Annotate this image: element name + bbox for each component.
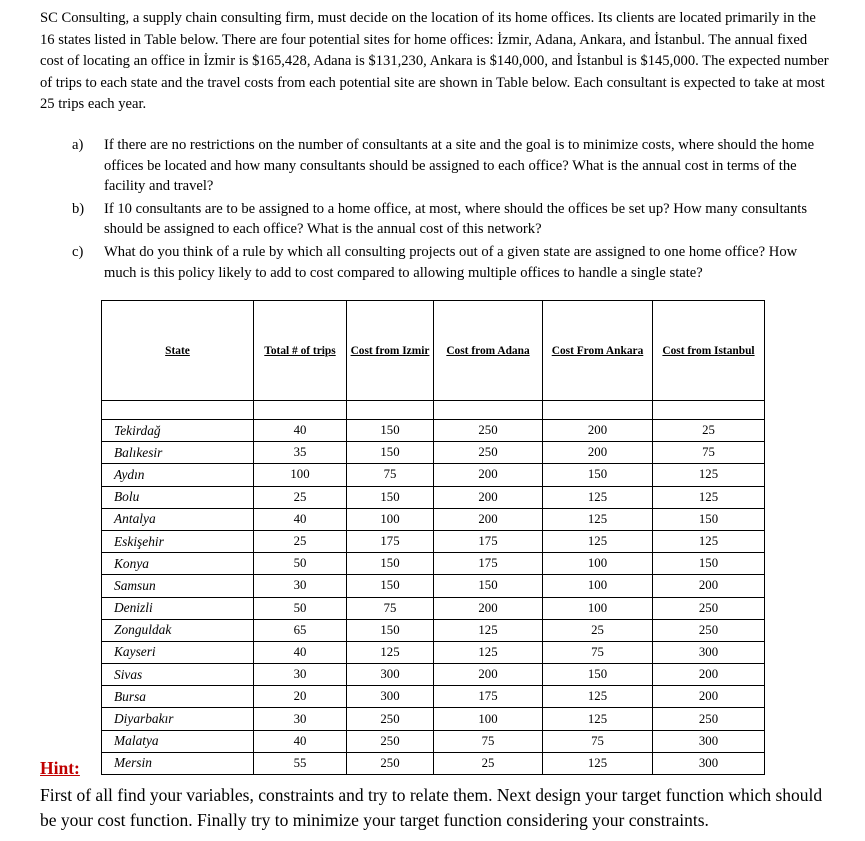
- hint-title: Hint:: [40, 758, 80, 778]
- problem-statement: SC Consulting, a supply chain consulting firm, must decide on the location of its home offices. Its clients are located primarily in the 16 states listed in Table below. There are four potential sites for home offices: İzmir, Adana, Ankara, and İstanbul. The annual fixed cost of locating an office in İzmir is $165,428, Adana is $131,230, Ankara is $140,000, and İstanbul is $145,000. The expected number of trips to each state and the travel costs from each potential site are shown in Table below. Each consultant is expected to take at most 25 trips each year.: [40, 10, 829, 113]
- izmir-cost-cell: 125: [347, 641, 434, 663]
- izmir-cost-cell: 150: [347, 575, 434, 597]
- izmir-cost-cell: 300: [347, 664, 434, 686]
- ankara-cost-cell: 150: [543, 464, 653, 486]
- adana-cost-cell: 25: [434, 752, 543, 774]
- adana-cost-cell: 175: [434, 686, 543, 708]
- table-row: [102, 420, 765, 442]
- question-c: [68, 242, 828, 283]
- adana-cost-cell: 250: [434, 442, 543, 464]
- state-cell: Denizli: [102, 597, 254, 619]
- izmir-cost-cell: 250: [347, 730, 434, 752]
- istanbul-cost-cell: 150: [653, 553, 765, 575]
- table-row: [102, 575, 765, 597]
- istanbul-cost-cell: 300: [653, 752, 765, 774]
- state-cell: Samsun: [102, 575, 254, 597]
- spacer-cell: [254, 401, 347, 420]
- istanbul-cost-cell: 125: [653, 464, 765, 486]
- table-row: [102, 619, 765, 641]
- question-list: [68, 135, 828, 285]
- table-row: [102, 464, 765, 486]
- table-row: [102, 530, 765, 552]
- spacer-row: [102, 401, 765, 420]
- izmir-cost-cell: 250: [347, 708, 434, 730]
- izmir-cost-cell: 150: [347, 486, 434, 508]
- istanbul-cost-cell: 300: [653, 730, 765, 752]
- table-row: [102, 641, 765, 663]
- trips-cell: 65: [254, 619, 347, 641]
- ankara-cost-cell: 75: [543, 730, 653, 752]
- ankara-cost-cell: 125: [543, 530, 653, 552]
- izmir-cost-cell: 250: [347, 752, 434, 774]
- spacer-cell: [543, 401, 653, 420]
- header-total-trips: Total # of trips: [254, 301, 347, 401]
- trips-cell: 30: [254, 664, 347, 686]
- state-cell: Mersin: [102, 752, 254, 774]
- state-cell: Konya: [102, 553, 254, 575]
- state-cell: Eskişehir: [102, 530, 254, 552]
- trips-cell: 25: [254, 530, 347, 552]
- trips-cost-table: [101, 300, 765, 775]
- adana-cost-cell: 200: [434, 597, 543, 619]
- spacer-cell: [653, 401, 765, 420]
- header-cost-adana: Cost from Adana: [434, 301, 543, 401]
- izmir-cost-cell: 150: [347, 442, 434, 464]
- table-row: [102, 508, 765, 530]
- istanbul-cost-cell: 125: [653, 530, 765, 552]
- state-cell: Malatya: [102, 730, 254, 752]
- adana-cost-cell: 250: [434, 420, 543, 442]
- ankara-cost-cell: 125: [543, 752, 653, 774]
- question-letter: b): [72, 200, 85, 217]
- header-cost-ankara: Cost From Ankara: [543, 301, 653, 401]
- ankara-cost-cell: 100: [543, 597, 653, 619]
- istanbul-cost-cell: 200: [653, 575, 765, 597]
- istanbul-cost-cell: 200: [653, 664, 765, 686]
- trips-cell: 40: [254, 508, 347, 530]
- izmir-cost-cell: 150: [347, 420, 434, 442]
- table-row: [102, 486, 765, 508]
- ankara-cost-cell: 200: [543, 442, 653, 464]
- ankara-cost-cell: 200: [543, 420, 653, 442]
- state-cell: Antalya: [102, 508, 254, 530]
- izmir-cost-cell: 75: [347, 464, 434, 486]
- header-cost-izmir: Cost from Izmir: [347, 301, 434, 401]
- question-letter: a): [72, 137, 84, 153]
- adana-cost-cell: 200: [434, 664, 543, 686]
- question-text: If there are no restrictions on the number of consultants at a site and the goal is to minimize costs, where should the home offices be located and how many consultants should be assigned to each office? What is the annual cost in terms of the facility and travel?: [104, 137, 815, 195]
- table-row: [102, 553, 765, 575]
- trips-cell: 35: [254, 442, 347, 464]
- table-row: [102, 686, 765, 708]
- question-text: What do you think of a rule by which all consulting projects out of a given state are assigned to one home office? How much is this policy likely to add to cost compared to allowing multiple offices to handle a single state?: [104, 243, 798, 281]
- istanbul-cost-cell: 200: [653, 686, 765, 708]
- adana-cost-cell: 150: [434, 575, 543, 597]
- trips-cell: 40: [254, 730, 347, 752]
- table-row: [102, 664, 765, 686]
- izmir-cost-cell: 150: [347, 553, 434, 575]
- adana-cost-cell: 200: [434, 464, 543, 486]
- trips-cell: 30: [254, 708, 347, 730]
- question-b: [68, 199, 828, 240]
- table-row: [102, 442, 765, 464]
- table-row: [102, 752, 765, 774]
- table-row: [102, 730, 765, 752]
- question-a: [68, 135, 828, 197]
- state-cell: Balıkesir: [102, 442, 254, 464]
- istanbul-cost-cell: 300: [653, 641, 765, 663]
- adana-cost-cell: 175: [434, 530, 543, 552]
- state-cell: Bursa: [102, 686, 254, 708]
- ankara-cost-cell: 100: [543, 575, 653, 597]
- adana-cost-cell: 75: [434, 730, 543, 752]
- trips-cell: 55: [254, 752, 347, 774]
- state-cell: Bolu: [102, 486, 254, 508]
- question-letter: c): [72, 243, 84, 260]
- state-cell: Diyarbakır: [102, 708, 254, 730]
- hint-text: First of all find your variables, constraints and try to relate them. Next design your target function which should be your cost function. Finally try to minimize your target function considering your constraints.: [40, 785, 823, 830]
- header-state: State: [102, 301, 254, 401]
- ankara-cost-cell: 125: [543, 708, 653, 730]
- adana-cost-cell: 175: [434, 553, 543, 575]
- table-row: [102, 597, 765, 619]
- izmir-cost-cell: 300: [347, 686, 434, 708]
- state-cell: Sivas: [102, 664, 254, 686]
- izmir-cost-cell: 75: [347, 597, 434, 619]
- istanbul-cost-cell: 250: [653, 597, 765, 619]
- trips-cell: 30: [254, 575, 347, 597]
- izmir-cost-cell: 175: [347, 530, 434, 552]
- ankara-cost-cell: 25: [543, 619, 653, 641]
- istanbul-cost-cell: 250: [653, 708, 765, 730]
- state-cell: Aydın: [102, 464, 254, 486]
- adana-cost-cell: 125: [434, 641, 543, 663]
- izmir-cost-cell: 100: [347, 508, 434, 530]
- istanbul-cost-cell: 250: [653, 619, 765, 641]
- ankara-cost-cell: 75: [543, 641, 653, 663]
- spacer-cell: [102, 401, 254, 420]
- istanbul-cost-cell: 25: [653, 420, 765, 442]
- izmir-cost-cell: 150: [347, 619, 434, 641]
- ankara-cost-cell: 125: [543, 686, 653, 708]
- ankara-cost-cell: 125: [543, 486, 653, 508]
- trips-cell: 40: [254, 641, 347, 663]
- spacer-cell: [347, 401, 434, 420]
- ankara-cost-cell: 150: [543, 664, 653, 686]
- question-text: If 10 consultants are to be assigned to a home office, at most, where should the offices be set up? How many consultants should be assigned to each office? What is the annual cost of this network?: [104, 200, 808, 238]
- trips-cell: 50: [254, 597, 347, 619]
- adana-cost-cell: 200: [434, 486, 543, 508]
- ankara-cost-cell: 125: [543, 508, 653, 530]
- trips-cell: 100: [254, 464, 347, 486]
- istanbul-cost-cell: 75: [653, 442, 765, 464]
- header-cost-istanbul: Cost from Istanbul: [653, 301, 765, 401]
- istanbul-cost-cell: 150: [653, 508, 765, 530]
- table-body: [102, 401, 765, 775]
- table-row: [102, 708, 765, 730]
- trips-cell: 20: [254, 686, 347, 708]
- adana-cost-cell: 125: [434, 619, 543, 641]
- trips-cell: 40: [254, 420, 347, 442]
- trips-cell: 25: [254, 486, 347, 508]
- state-cell: Zonguldak: [102, 619, 254, 641]
- adana-cost-cell: 200: [434, 508, 543, 530]
- table-header-row: [102, 301, 765, 401]
- state-cell: Kayseri: [102, 641, 254, 663]
- spacer-cell: [434, 401, 543, 420]
- adana-cost-cell: 100: [434, 708, 543, 730]
- istanbul-cost-cell: 125: [653, 486, 765, 508]
- ankara-cost-cell: 100: [543, 553, 653, 575]
- trips-cell: 50: [254, 553, 347, 575]
- state-cell: Tekirdağ: [102, 420, 254, 442]
